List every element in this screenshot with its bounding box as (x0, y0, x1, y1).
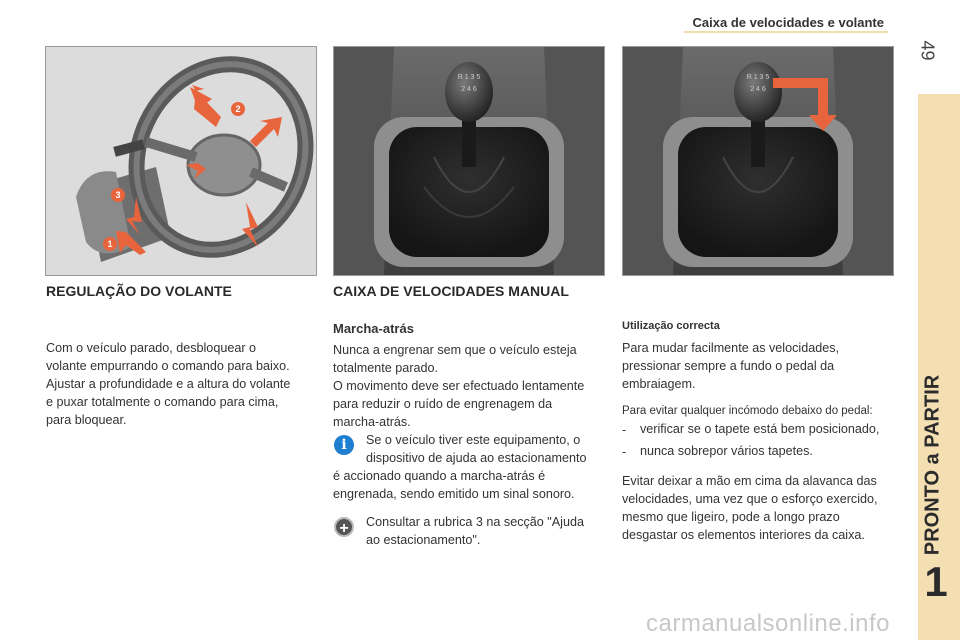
header-divider (684, 31, 888, 33)
svg-text:2 4 6: 2 4 6 (750, 86, 766, 93)
svg-text:2 4 6: 2 4 6 (461, 86, 477, 93)
reverse-gear-heading: Marcha-atrás (333, 321, 414, 336)
watermark: carmanualsonline.info (646, 610, 890, 637)
svg-text:R 1 3 5: R 1 3 5 (457, 74, 481, 81)
reverse-gear-text: Nunca a engrenar sem que o veículo esteja totalmente parado. O movimento deve ser efectuado lentamente para reduzir o ruído de engrenagem da marcha-atrás. (333, 343, 585, 429)
page-header-title: Caixa de velocidades e volante (692, 15, 884, 30)
callout-1: 1 (107, 239, 113, 249)
callout-3: 3 (115, 190, 121, 200)
bullet-mat-position: verificar se o tapete está bem posicionado, (640, 422, 880, 436)
avoid-discomfort-label: Para evitar qualquer incómodo debaixo do pedal: (622, 405, 873, 417)
bullet-dash: - (622, 445, 627, 459)
gear-lever-reverse-photo (622, 46, 894, 276)
gear-lever-photo (333, 46, 605, 276)
callout-2: 2 (235, 104, 241, 114)
info-icon: i (334, 435, 354, 455)
page-number: 49 (917, 40, 938, 61)
chapter-number: 1 (924, 558, 948, 605)
steering-adjust-heading: REGULAÇÃO DO VOLANTE (46, 283, 232, 299)
manual-gearbox-heading: CAIXA DE VELOCIDADES MANUAL (333, 283, 569, 299)
steering-wheel-illustration (45, 46, 317, 276)
see-also-text: Consultar a rubrica 3 na secção "Ajuda ao estacionamento". (366, 515, 584, 547)
chapter-title: PRONTO a PARTIR (921, 374, 944, 556)
bullet-no-overlap: nunca sobrepor vários tapetes. (640, 444, 813, 458)
svg-text:R 1 3 5: R 1 3 5 (746, 74, 770, 81)
correct-usage-closing: Evitar deixar a mão em cima da alavanca das velocidades, uma vez que o esforço exercido, mesmo que ligeiro, pode a longo prazo desgastar os elementos interiores da caixa. (622, 474, 878, 542)
correct-usage-intro: Para mudar facilmente as velocidades, pressionar sempre a fundo o pedal da embraiagem. (622, 341, 840, 391)
see-also-plus-icon: + (334, 517, 354, 537)
parking-aid-info-text: Se o veículo tiver este equipamento, o dispositivo de ajuda ao estacionamento é accionado quando a marcha-atrás é engrenada, sendo emitido um sinal sonoro. (333, 433, 587, 501)
bullet-dash: - (622, 423, 627, 437)
steering-adjust-text: Com o veículo parado, desbloquear o volante empurrando o comando para baixo. Ajustar a profundidade e a altura do volante e puxar totalmente o comando para cima, para bloquear. (46, 341, 291, 427)
correct-usage-heading: Utilização correcta (622, 320, 720, 332)
